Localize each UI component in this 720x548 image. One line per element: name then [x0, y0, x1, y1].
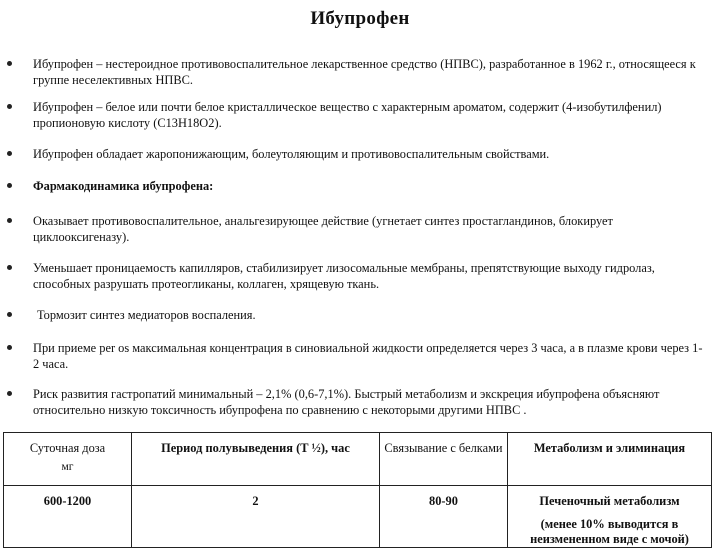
- bullet-dot: [7, 312, 12, 317]
- pharmacokinetics-table: [3, 432, 712, 548]
- table-row: [4, 486, 712, 548]
- bullet-text: Ибупрофен обладает жаропонижающим, болеутоляющим и противовоспалительным свойствами.: [33, 147, 550, 161]
- bullet-text: Уменьшает проницаемость капилляров, стабилизирует лизосомальные мембраны, препятствующие выходу гидролаз, способных разрушать протеогликаны, коллаген, хрящевую ткань.: [33, 261, 655, 291]
- table-header-row: [4, 433, 712, 486]
- bullet-dot: [7, 151, 12, 156]
- header-metabolism: Метаболизм и элиминация: [508, 433, 712, 486]
- bullet-text: Ибупрофен – белое или почти белое кристаллическое вещество с характерным ароматом, содержит (4-изобутилфенил) пропионовую кислоту (C13H18O2).: [33, 100, 662, 130]
- header-binding: Связывание с белками: [380, 433, 508, 486]
- bullet-text: Ибупрофен – нестероидное противовоспалительное лекарственное средство (НПВС), разработанное в 1962 г., относящееся к группе неселективных НПВС.: [33, 57, 696, 87]
- bullet-text: При приеме per os максимальная концентрация в синовиальной жидкости определяется через 3 часа, а в плазме крови через 1-2 часа.: [33, 341, 703, 371]
- cell-metabolism-note: (менее 10% выводится в неизмененном виде с мочой): [530, 517, 689, 546]
- header-dose: [4, 433, 132, 486]
- cell-binding: 80-90: [380, 486, 508, 548]
- header-dose-unit: мг: [61, 461, 74, 473]
- bullet-dot: [7, 61, 12, 66]
- bullet-dot: [7, 391, 12, 396]
- bullet-text: Риск развития гастропатий минимальный – 2,1% (0,6-7,1%). Быстрый метаболизм и экскреция ибупрофена объясняют относительно низкую токсичность ибупрофена по сравнению с некоторыми другими НПВС .: [33, 387, 660, 417]
- cell-dose: 600-1200: [4, 486, 132, 548]
- cell-half-life: 2: [132, 486, 380, 548]
- header-half-life: Период полувыведения (Т ½), час: [132, 433, 380, 486]
- bullet-dot: [7, 265, 12, 270]
- cell-metabolism: [508, 486, 712, 548]
- bullet-dot: [7, 104, 12, 109]
- section-heading-pharmacodynamics: Фармакодинамика ибупрофена:: [33, 179, 214, 193]
- bullet-dot: [7, 183, 12, 188]
- header-dose-label: Суточная доза: [29, 441, 106, 455]
- bullet-dot: [7, 345, 12, 350]
- bullet-dot: [7, 218, 12, 223]
- cell-metabolism-label: Печеночный метаболизм: [539, 494, 680, 508]
- bullet-text: Оказывает противовоспалительное, анальгезирующее действие (угнетает синтез простагландинов, блокирует циклооксигеназу).: [33, 214, 613, 244]
- page-title: Ибупрофен: [310, 8, 410, 29]
- bullet-text: Тормозит синтез медиаторов воспаления.: [37, 308, 256, 322]
